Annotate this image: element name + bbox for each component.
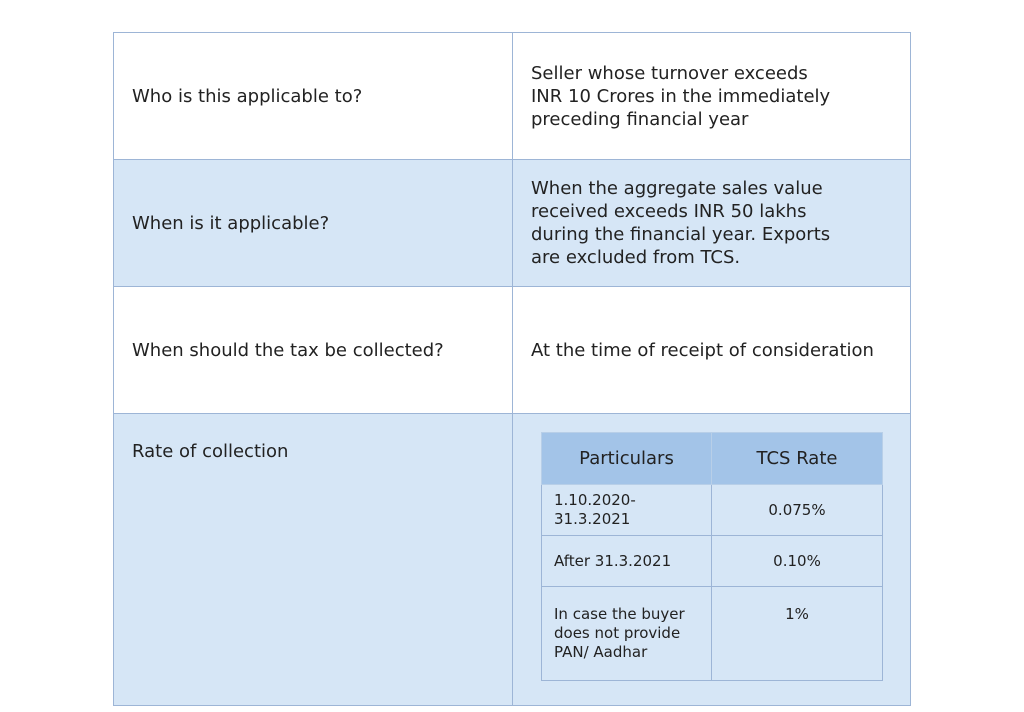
rate-cell: 0.10% xyxy=(712,536,883,587)
particulars-cell xyxy=(542,587,712,681)
rate-cell: 0.075% xyxy=(712,485,883,536)
rate-table-cell xyxy=(513,414,911,706)
answer-cell xyxy=(513,287,911,414)
header-tcs-rate: TCS Rate xyxy=(712,433,883,485)
table-row xyxy=(114,414,911,706)
header-particulars: Particulars xyxy=(542,433,712,485)
question-text: Rate of collection xyxy=(132,441,289,462)
answer-text: When the aggregate sales value received exceeds INR 50 lakhs during the financial year. Exports are excluded from TCS. xyxy=(531,178,831,268)
answer-cell xyxy=(513,33,911,160)
rate-table-row xyxy=(542,485,883,536)
particulars-cell: 1.10.2020-31.3.2021 xyxy=(542,485,712,536)
question-cell xyxy=(114,287,513,414)
tcs-rate-table xyxy=(541,432,883,681)
rate-table-header-row xyxy=(542,433,883,485)
rate-table-row xyxy=(542,536,883,587)
question-cell xyxy=(114,414,513,706)
question-text: When is it applicable? xyxy=(132,212,330,234)
particulars-cell: After 31.3.2021 xyxy=(542,536,712,587)
tcs-info-table xyxy=(113,32,911,706)
answer-text: Seller whose turnover exceeds INR 10 Crores in the immediately preceding financial year xyxy=(531,62,831,130)
table-row xyxy=(114,33,911,160)
table-row xyxy=(114,160,911,287)
answer-text: At the time of receipt of consideration xyxy=(531,339,874,361)
question-cell xyxy=(114,160,513,287)
question-cell xyxy=(114,33,513,160)
question-text: Who is this applicable to? xyxy=(132,85,363,107)
question-text: When should the tax be collected? xyxy=(132,339,444,361)
rate-table-row xyxy=(542,587,883,681)
answer-cell xyxy=(513,160,911,287)
table-row xyxy=(114,287,911,414)
particulars-text: In case the buyer does not provide PAN/ Aadhar xyxy=(554,605,685,661)
rate-cell: 1% xyxy=(712,587,883,681)
